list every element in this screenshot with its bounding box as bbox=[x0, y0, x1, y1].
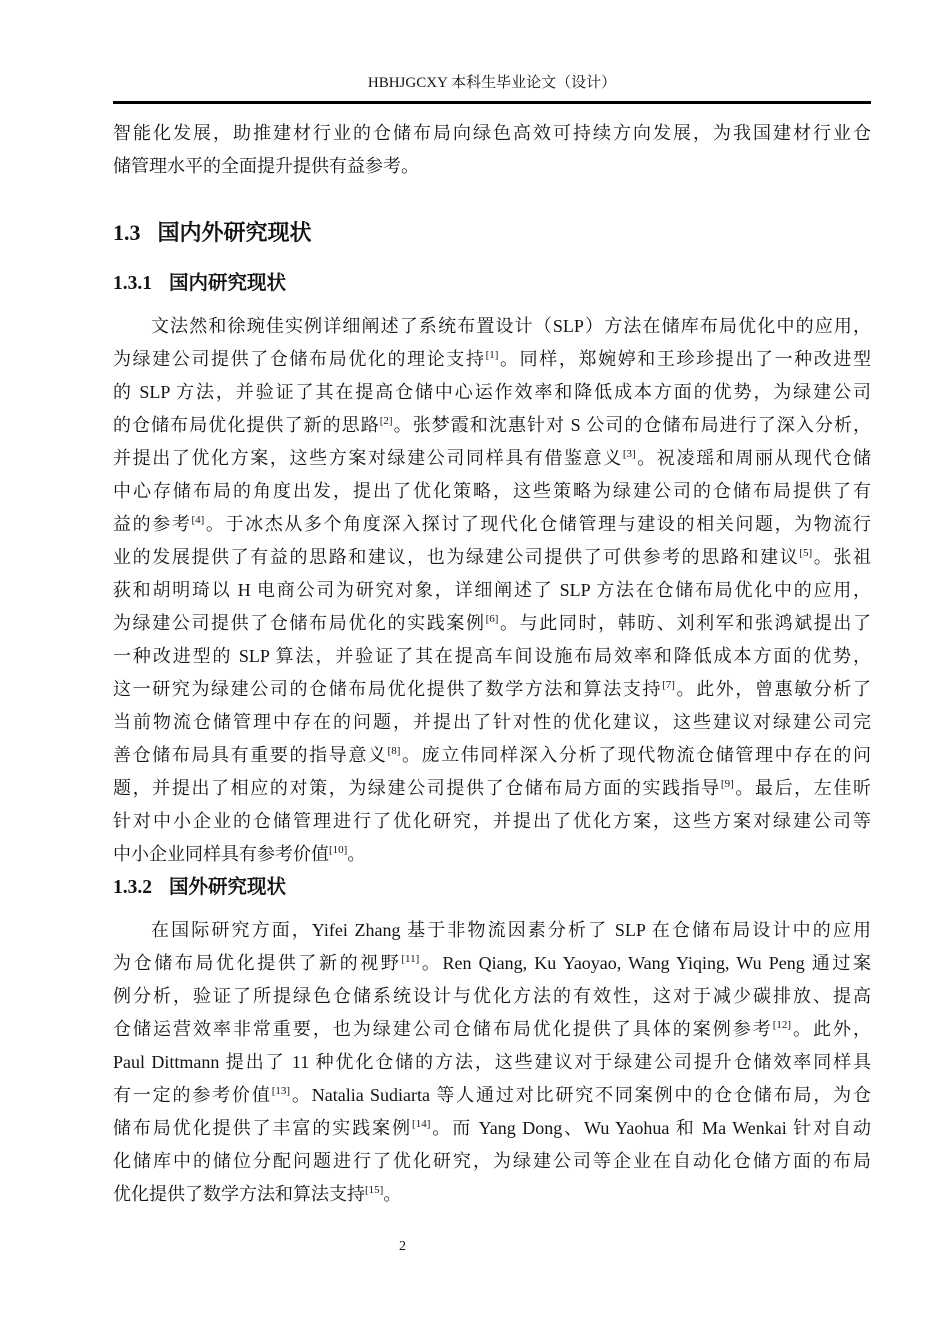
citation-ref: [12] bbox=[772, 1019, 792, 1031]
text-line: 智能化发展，助推建材行业的仓储布局向绿色高效可持续方向发展，为我国建材行业仓 bbox=[113, 123, 871, 143]
header-rule bbox=[113, 101, 871, 104]
paragraph bbox=[113, 117, 871, 183]
text-line: 仓储运营效率非常重要，也为绿建公司仓储布局优化提供了具体的案例参考[12]。此外， bbox=[113, 1019, 872, 1039]
citation-ref: [7] bbox=[662, 679, 675, 691]
text-line: 一种改进型的 SLP 算法，并验证了其在提高车间设施布局效率和降低成本方面的优势， bbox=[113, 646, 871, 666]
text-line: Paul Dittmann 提出了 11 种优化仓储的方法，这些建议对于绿建公司提升仓储效率同样具 bbox=[113, 1052, 871, 1072]
text-line: 的 SLP 方法，并验证了其在提高仓储中心运作效率和降低成本方面的优势，为绿建公司 bbox=[113, 382, 871, 402]
text-line: 善仓储布局具有重要的指导意义[8]。庞立伟同样深入分析了现代物流仓储管理中存在的问 bbox=[113, 745, 872, 765]
citation-ref: [15] bbox=[365, 1184, 384, 1196]
document-body bbox=[113, 117, 871, 1211]
citation-ref: [10] bbox=[329, 844, 348, 856]
text-line: 业的发展提供了有益的思路和建议，也为绿建公司提供了可供参考的思路和建议[5]。张祖 bbox=[113, 547, 872, 567]
citation-ref: [1] bbox=[485, 349, 499, 361]
citation-ref: [3] bbox=[622, 448, 636, 460]
paragraph bbox=[113, 914, 871, 1211]
heading-title: 国外研究现状 bbox=[169, 876, 287, 898]
text-line: 储布局优化提供了丰富的实践案例[14]。而 Yang Dong、Wu Yaohua 和 Ma Wenkai 针对自动 bbox=[113, 1118, 871, 1138]
paragraph bbox=[113, 310, 871, 871]
text-line: 优化提供了数学方法和算法支持[15]。 bbox=[113, 1184, 402, 1204]
text-line: 这一研究为绿建公司的仓储布局优化提供了数学方法和算法支持[7]。此外，曾惠敏分析了 bbox=[113, 679, 872, 699]
subsection-heading bbox=[113, 871, 871, 904]
text-line: 益的参考[4]。于冰杰从多个角度深入探讨了现代化仓储管理与建设的相关问题，为物流行 bbox=[113, 514, 872, 534]
text-line: 并提出了优化方案，这些方案对绿建公司同样具有借鉴意义[3]。祝凌瑶和周丽从现代仓储 bbox=[113, 448, 872, 468]
text-line: 例分析，验证了所提绿色仓储系统设计与优化方法的有效性，这对于减少碳排放、提高 bbox=[113, 986, 871, 1006]
text-line: 的仓储布局优化提供了新的思路[2]。张梦霞和沈惠针对 S 公司的仓储布局进行了深入分析， bbox=[113, 415, 872, 435]
citation-ref: [6] bbox=[485, 613, 499, 625]
text-line: 化储库中的储位分配问题进行了优化研究，为绿建公司等企业在自动化仓储方面的布局 bbox=[113, 1151, 871, 1171]
text-line: 有一定的参考价值[13]。Natalia Sudiarta 等人通过对比研究不同案例中的仓仓储布局，为仓 bbox=[113, 1085, 871, 1105]
text-line: 在国际研究方面，Yifei Zhang 基于非物流因素分析了 SLP 在仓储布局设计中的应用 bbox=[151, 920, 871, 940]
heading-number: 1.3.1 bbox=[113, 273, 152, 294]
text-line: 为仓储布局优化提供了新的视野[11]。Ren Qiang, Ku Yaoyao, Wang Yiqing, Wu Peng 通过案 bbox=[113, 953, 871, 973]
heading-number: 1.3 bbox=[113, 220, 141, 245]
text-line: 储管理水平的全面提升提供有益参考。 bbox=[113, 156, 419, 176]
text-line: 中心存储布局的角度出发，提出了优化策略，这些策略为绿建公司的仓储布局提供了有 bbox=[113, 481, 871, 501]
citation-ref: [8] bbox=[387, 745, 401, 757]
citation-ref: [14] bbox=[412, 1118, 431, 1130]
citation-ref: [4] bbox=[191, 514, 205, 526]
text-line: 为绿建公司提供了仓储布局优化的实践案例[6]。与此同时，韩昉、刘利军和张鸿斌提出了 bbox=[113, 613, 872, 633]
heading-title: 国内研究现状 bbox=[169, 272, 287, 294]
citation-ref: [11] bbox=[401, 953, 420, 965]
text-line: 为绿建公司提供了仓储布局优化的理论支持[1]。同样，郑婉婷和王珍珍提出了一种改进型 bbox=[113, 349, 872, 369]
page-number: 2 bbox=[399, 1239, 406, 1254]
text-line: 针对中小企业的仓储管理进行了优化研究，并提出了优化方案，这些方案对绿建公司等 bbox=[113, 811, 871, 831]
text-line: 文法然和徐琬佳实例详细阐述了系统布置设计（SLP）方法在储库布局优化中的应用， bbox=[151, 316, 871, 336]
heading-number: 1.3.2 bbox=[113, 877, 152, 898]
header-title: HBHJGCXY 本科生毕业论文（设计） bbox=[367, 75, 617, 91]
text-line: 题，并提出了相应的对策，为绿建公司提供了仓储布局方面的实践指导[9]。最后，左佳昕 bbox=[113, 778, 872, 798]
text-line: 当前物流仓储管理中存在的问题，并提出了针对性的优化建议，这些建议对绿建公司完 bbox=[113, 712, 871, 732]
text-line: 中小企业同样具有参考价值[10]。 bbox=[113, 844, 366, 864]
heading-title: 国内外研究现状 bbox=[157, 220, 312, 245]
citation-ref: [9] bbox=[720, 778, 734, 790]
subsection-heading bbox=[113, 267, 871, 300]
citation-ref: [13] bbox=[271, 1085, 291, 1097]
page-header bbox=[113, 73, 871, 104]
section-heading bbox=[113, 216, 871, 249]
text-line: 荻和胡明琦以 H 电商公司为研究对象，详细阐述了 SLP 方法在仓储布局优化中的应用， bbox=[113, 580, 871, 600]
citation-ref: [5] bbox=[799, 547, 813, 559]
citation-ref: [2] bbox=[379, 415, 393, 427]
